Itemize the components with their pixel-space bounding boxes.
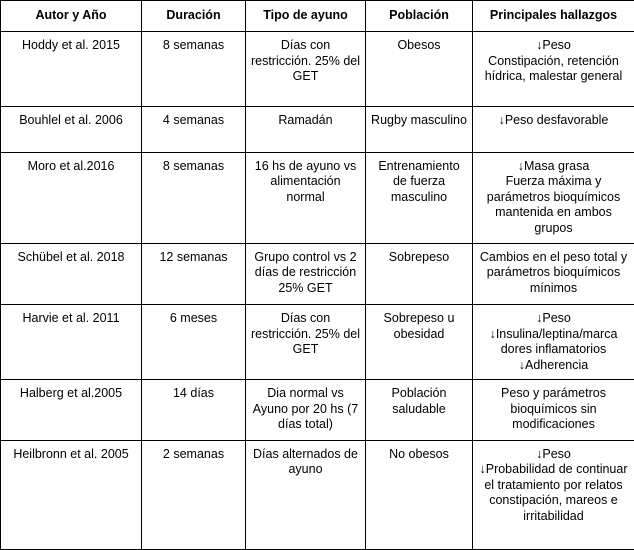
- header-row: [1, 1, 634, 32]
- hallazgo-line: ↓Masa grasa: [517, 158, 590, 173]
- hallazgo-line: ↓Peso desfavorable: [498, 113, 609, 128]
- hallazgo-line: ↓Peso: [536, 446, 571, 461]
- table-row: [1, 32, 634, 107]
- cell-hallazgos: [473, 152, 634, 243]
- table-row: [1, 107, 634, 152]
- cell-tipo: Ramadán: [246, 107, 366, 152]
- hallazgo-line: Constipación, retención hídrica, malestar general: [484, 53, 623, 84]
- hallazgo-line: ↓Insulina/leptina/marca dores inflamatorios: [489, 326, 618, 357]
- cell-autor: Bouhlel et al. 2006: [1, 107, 142, 152]
- table-row: [1, 305, 634, 380]
- cell-tipo: Grupo control vs 2 días de restricción 25% GET: [246, 243, 366, 304]
- cell-duracion: 6 meses: [142, 305, 246, 380]
- table-row: [1, 380, 634, 440]
- cell-tipo: 16 hs de ayuno vs alimentación normal: [246, 152, 366, 243]
- table-row: [1, 152, 634, 243]
- hallazgo-line: ↓Adherencia: [518, 357, 589, 372]
- header-tipo: Tipo de ayuno: [246, 1, 366, 32]
- cell-duracion: 12 semanas: [142, 243, 246, 304]
- cell-poblacion: No obesos: [366, 440, 473, 549]
- table-row: [1, 243, 634, 304]
- hallazgo-line: Cambios en el peso total y parámetros bioquímicos mínimos: [479, 249, 628, 295]
- cell-autor: Halberg et al.2005: [1, 380, 142, 440]
- cell-poblacion: Obesos: [366, 32, 473, 107]
- cell-tipo: Días con restricción. 25% del GET: [246, 32, 366, 107]
- hallazgo-line: ↓Probabilidad de continuar el tratamiento por relatos constipación, mareos e irritabilidad: [479, 462, 628, 523]
- cell-duracion: 4 semanas: [142, 107, 246, 152]
- cell-hallazgos: [473, 305, 634, 380]
- table-row: [1, 440, 634, 549]
- cell-hallazgos: [473, 32, 634, 107]
- header-duracion: Duración: [142, 1, 246, 32]
- header-poblacion: Población: [366, 1, 473, 32]
- cell-hallazgos: [473, 107, 634, 152]
- cell-duracion: 2 semanas: [142, 440, 246, 549]
- cell-tipo: Días con restricción. 25% del GET: [246, 305, 366, 380]
- cell-tipo: Dia normal vs Ayuno por 20 hs (7 días total): [246, 380, 366, 440]
- cell-hallazgos: [473, 243, 634, 304]
- cell-hallazgos: [473, 440, 634, 549]
- cell-autor: Harvie et al. 2011: [1, 305, 142, 380]
- header-hallazgos: Principales hallazgos: [473, 1, 634, 32]
- cell-poblacion: Población saludable: [366, 380, 473, 440]
- cell-poblacion: Rugby masculino: [366, 107, 473, 152]
- cell-poblacion: Sobrepeso u obesidad: [366, 305, 473, 380]
- cell-autor: Moro et al.2016: [1, 152, 142, 243]
- cell-duracion: 8 semanas: [142, 152, 246, 243]
- cell-tipo: Días alternados de ayuno: [246, 440, 366, 549]
- cell-duracion: 8 semanas: [142, 32, 246, 107]
- cell-poblacion: Sobrepeso: [366, 243, 473, 304]
- cell-autor: Hoddy et al. 2015: [1, 32, 142, 107]
- hallazgo-line: ↓Peso: [536, 38, 571, 53]
- cell-autor: Schübel et al. 2018: [1, 243, 142, 304]
- header-autor: Autor y Año: [1, 1, 142, 32]
- hallazgo-line: Peso y parámetros bioquímicos sin modificaciones: [501, 386, 606, 432]
- hallazgo-line: Fuerza máxima y parámetros bioquímicos mantenida en ambos grupos: [486, 174, 621, 235]
- cell-duracion: 14 días: [142, 380, 246, 440]
- cell-hallazgos: [473, 380, 634, 440]
- hallazgo-line: ↓Peso: [536, 311, 571, 326]
- cell-autor: Heilbronn et al. 2005: [1, 440, 142, 549]
- cell-poblacion: Entrenamiento de fuerza masculino: [366, 152, 473, 243]
